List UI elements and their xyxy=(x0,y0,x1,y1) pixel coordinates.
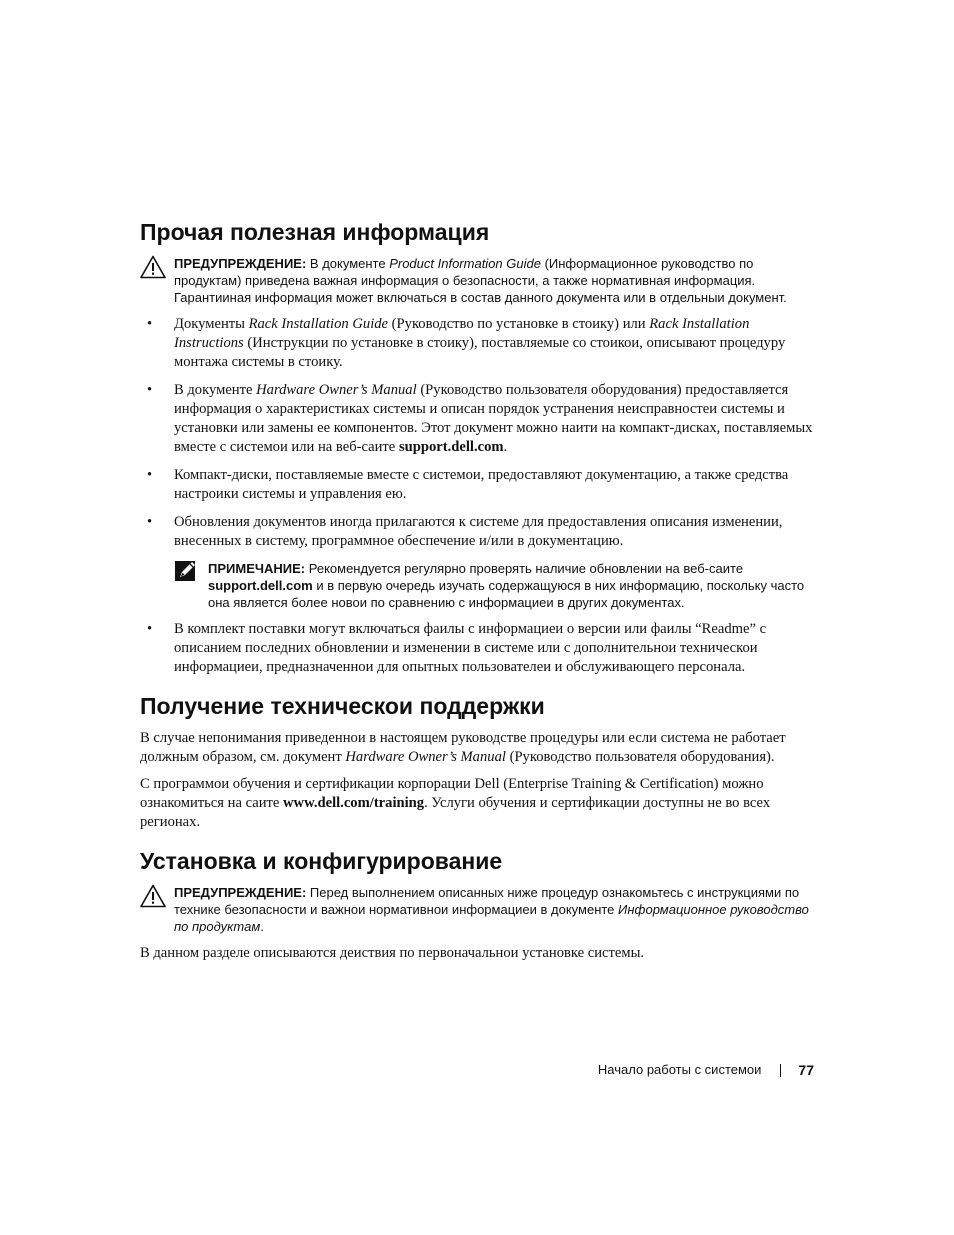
bullet-icon: • xyxy=(147,514,153,530)
list-item xyxy=(140,620,814,677)
section-title-support: Получение техническои поддержки xyxy=(140,693,545,719)
paragraph-text: . Услуги обучения и сертификации доступны не во всех регионах. xyxy=(140,795,771,830)
section-title-install: Установка и конфигурирование xyxy=(140,848,503,874)
page-content xyxy=(140,215,814,971)
support-link[interactable]: support.dell.com xyxy=(398,439,504,455)
bullet-icon: • xyxy=(147,316,153,332)
page-number: 77 xyxy=(798,1062,814,1078)
paragraph: В данном разделе описываются деиствия по первоначальнои установке системы. xyxy=(140,945,645,961)
doc-title: Rack Installation Instructions xyxy=(174,316,750,351)
list-item-text: (Руководство пользователя оборудования) предоставляется информация о характеристиках системы и описан порядок устранения неисправностеи системы и установки или замены ее компонентов. Этот документ можно наити на компакт-дисках, поставляемых вместе с системои или на веб-саите xyxy=(174,382,813,455)
list-item-text: Обновления документов иногда прилагаются к системе для предоставления описания изменении, внесенных в систему, программное обеспечение и/или в документацию. xyxy=(174,514,783,549)
warning-label: ПРЕДУПРЕЖДЕНИЕ: xyxy=(174,885,307,900)
list-item-text: Компакт-диски, поставляемые вместе с системои, предоставляют документацию, а также средства настроики системы и управления ею. xyxy=(174,467,789,502)
support-link[interactable]: support.dell.com xyxy=(208,578,313,593)
list-item-text: Документы xyxy=(174,316,249,332)
warning-text: В документе xyxy=(306,256,390,271)
list-item xyxy=(140,466,814,504)
list-item-text: В комплект поставки могут включаться фаилы с информациеи о версии или фаилы “Readme” с описанием последних обновлении и изменении в системе или с дополнительнои техническои информациеи, предназначеннои для опытных пользователеи и обслуживающего персонала. xyxy=(174,621,767,675)
page-footer xyxy=(598,1060,814,1080)
paragraph-text: С программои обучения и сертификации корпорации Dell (Enterprise Training & Certification) можно ознакомиться на саите xyxy=(140,776,764,811)
paragraph-text: В случае непонимания приведеннои в настоящем руководстве процедуры или если система не работает должным образом, см. документ xyxy=(140,730,786,765)
warning-text: (Информационное руководство по продуктам) приведена важная информация о безопасности, а также нормативная информация. Гарантииная информация может включаться в состав данного документа или в отдельныи документ. xyxy=(174,256,787,305)
doc-title: Hardware Owner’s Manual xyxy=(256,382,417,398)
warning-text: . xyxy=(260,919,264,934)
note-text: и в первую очередь изучать содержащуюся в них информацию, поскольку часто она является более новои по сравнению с информациеи в других документах. xyxy=(208,578,805,610)
paragraph xyxy=(140,775,814,832)
warning-text: Перед выполнением описанных ниже процедур ознакомьтесь с инструкциями по технике безопасности и важнои нормативнои информациеи в документе xyxy=(174,885,800,917)
note-label: ПРИМЕЧАНИЕ: xyxy=(208,561,306,576)
paragraph xyxy=(140,729,814,767)
note-pencil-icon xyxy=(174,560,200,584)
bullet-icon: • xyxy=(147,467,153,483)
section-title-other-info: Прочая полезная информация xyxy=(140,219,490,245)
warning-notice xyxy=(140,884,814,935)
doc-title: Rack Installation Guide xyxy=(248,316,389,332)
list-item-text: (Руководство по установке в стоику) или xyxy=(388,316,650,332)
list-item xyxy=(140,513,814,551)
warning-triangle-icon xyxy=(140,255,166,279)
warning-label: ПРЕДУПРЕЖДЕНИЕ: xyxy=(174,256,307,271)
warning-triangle-icon xyxy=(140,884,166,908)
warning-notice xyxy=(140,255,814,306)
training-link[interactable]: www.dell.com/training xyxy=(283,795,425,811)
bullet-icon: • xyxy=(147,621,153,637)
chapter-title: Начало работы с системои xyxy=(597,1062,762,1077)
footer-divider xyxy=(780,1064,781,1077)
note-text: Рекомендуется регулярно проверять наличие обновлении на веб-саите xyxy=(305,561,744,576)
note-notice xyxy=(174,560,814,611)
warning-doc-title: Product Information Guide xyxy=(389,256,541,271)
info-bullet-list xyxy=(140,620,814,677)
paragraph-text: (Руководство пользователя оборудования). xyxy=(505,749,775,765)
info-bullet-list xyxy=(140,315,814,551)
list-item-text: . xyxy=(503,439,508,455)
warning-doc-title: Информационное руководство по продуктам xyxy=(174,902,809,934)
list-item-text: В документе xyxy=(174,382,257,398)
bullet-icon: • xyxy=(147,382,153,398)
doc-title: Hardware Owner’s Manual xyxy=(345,749,506,765)
list-item xyxy=(140,315,814,372)
list-item-text: (Инструкции по установке в стоику), поставляемые со стоикои, описывают процедуру монтажа системы в стоику. xyxy=(174,335,786,370)
list-item xyxy=(140,381,814,457)
